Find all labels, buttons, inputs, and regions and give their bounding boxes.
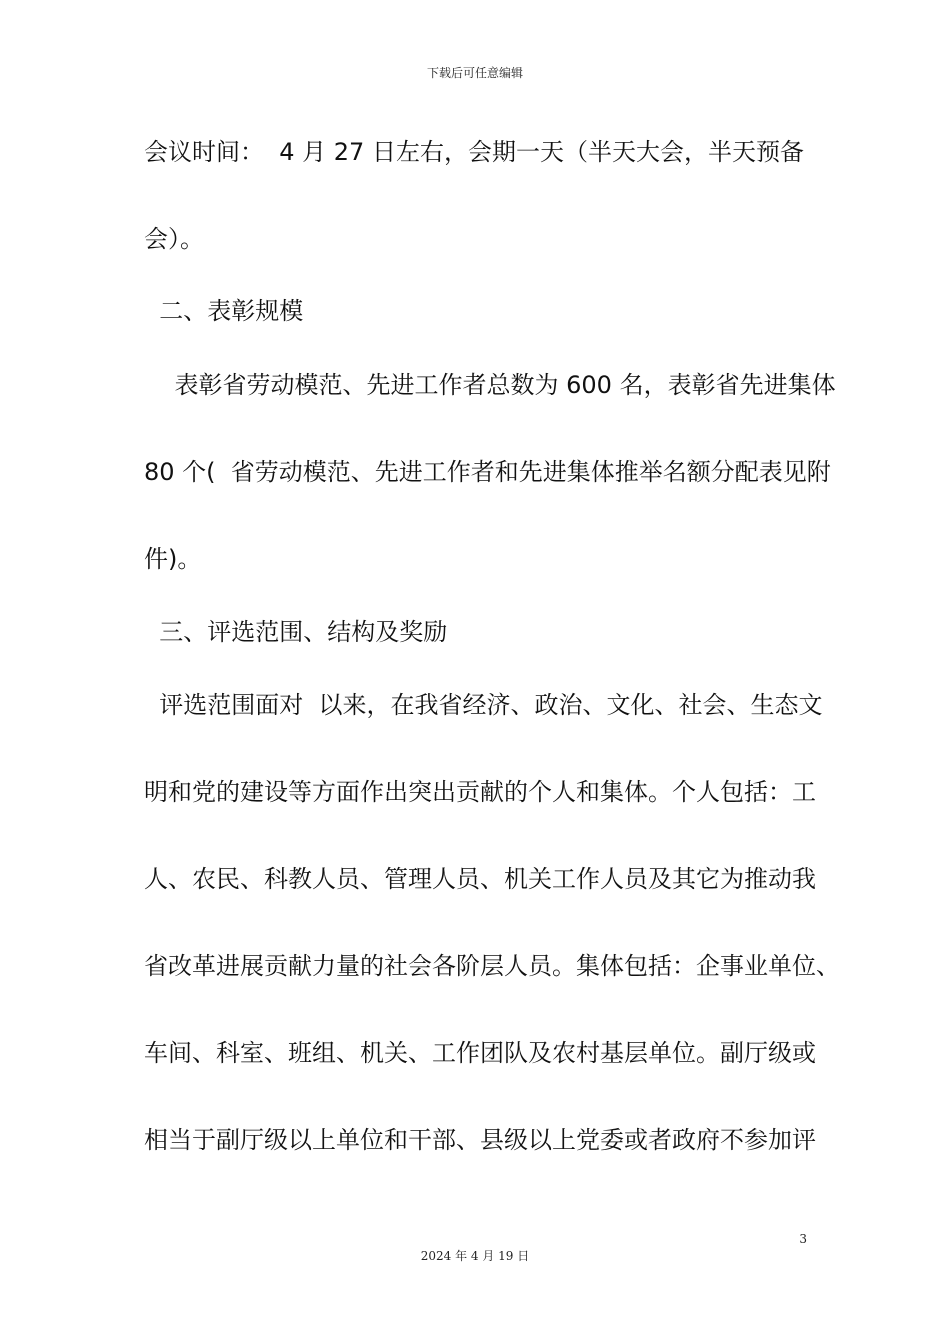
body-line: 相当于副厅级以上单位和干部、县级以上党委或者政府不参加评 — [144, 1126, 816, 1154]
body-line: 省改革进展贡献力量的社会各阶层人员。集体包括：企事业单位、 — [144, 952, 840, 980]
body-line: 表彰省劳动模范、先进工作者总数为 600 名，表彰省先进集体 — [144, 371, 836, 399]
body-line: 会议时间： 4 月 27 日左右，会期一天（半天大会，半天预备 — [144, 138, 804, 166]
body-line: 会）。 — [144, 225, 204, 253]
body-line: 评选范围面对 以来，在我省经济、政治、文化、社会、生态文 — [144, 691, 823, 719]
body-line: 车间、科室、班组、机关、工作团队及农村基层单位。副厅级或 — [144, 1039, 816, 1067]
body-line: 件)。 — [144, 545, 202, 573]
page-header-note: 下载后可任意编辑 — [426, 66, 523, 80]
body-line: 80 个( 省劳动模范、先进工作者和先进集体推举名额分配表见附 — [144, 458, 831, 486]
page-number: 3 — [799, 1232, 807, 1246]
body-line: 明和党的建设等方面作出突出贡献的个人和集体。个人包括：工 — [144, 778, 816, 806]
section-heading: 三、评选范围、结构及奖励 — [144, 618, 448, 646]
body-line: 人、农民、科教人员、管理人员、机关工作人员及其它为推动我 — [144, 865, 816, 893]
page-footer-date: 2024 年 4 月 19 日 — [420, 1249, 530, 1263]
section-heading: 二、表彰规模 — [144, 297, 304, 325]
